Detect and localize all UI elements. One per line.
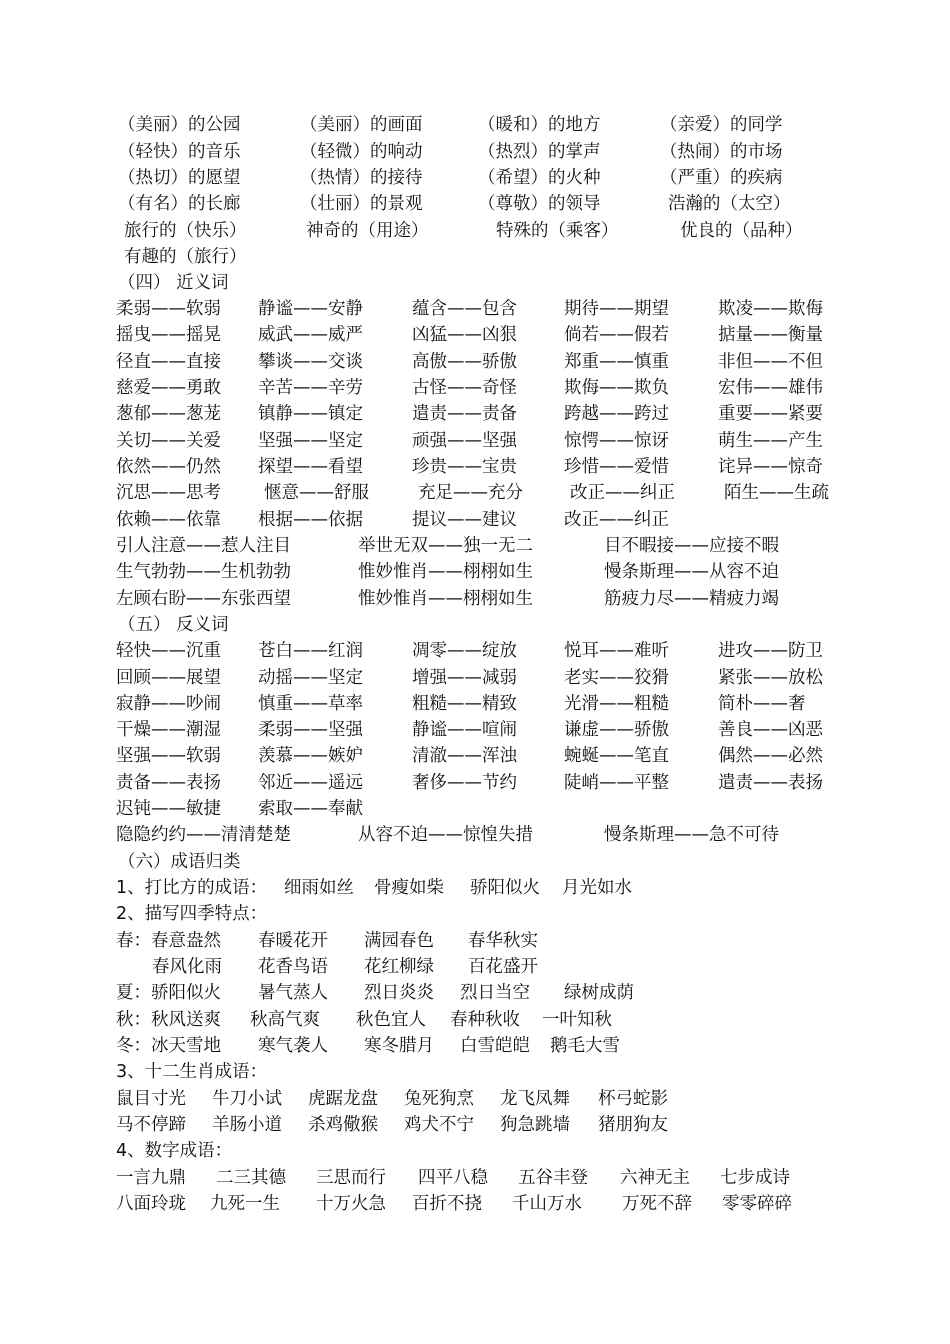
idiom-pair: 目不暇接——应接不暇	[604, 536, 779, 556]
numbers-heading-row	[0, 1139, 950, 1163]
idiom-pair: 生气勃勃——生机勃勃	[116, 562, 291, 582]
word-pair: 重要——紧要	[718, 404, 823, 424]
idiom: 六神无主	[620, 1168, 690, 1188]
seasons-heading-row	[0, 902, 950, 926]
idiom: 秋：秋风送爽	[116, 1010, 221, 1030]
idiom: 月光如水	[562, 878, 632, 898]
idiom: 春风化雨	[152, 957, 222, 977]
word-pair: 轻快——沉重	[116, 641, 221, 661]
antonym-row	[0, 797, 950, 821]
modifier-phrase: 浩瀚的（太空）	[668, 194, 791, 214]
word-pair: 萌生——产生	[718, 431, 823, 451]
word-pair: 跨越——跨过	[564, 404, 669, 424]
idiom-pair: 左顾右盼——东张西望	[116, 589, 291, 609]
modifier-phrase: （有名）的长廊	[118, 194, 241, 214]
modifier-phrase: （轻微）的响动	[300, 142, 423, 162]
idiom: 龙飞凤舞	[500, 1089, 570, 1109]
synonym-idiom-row	[0, 534, 950, 558]
modifier-phrase: （亲爱）的同学	[660, 115, 783, 135]
word-pair: 惊愕——惊讶	[564, 431, 669, 451]
modifier-phrase: （热烈）的掌声	[478, 142, 601, 162]
word-pair: 倘若——假若	[564, 325, 669, 345]
section-title: （六）成语归类	[118, 852, 241, 872]
word-pair: 葱郁——葱茏	[116, 404, 221, 424]
idiom: 秋高气爽	[250, 1010, 320, 1030]
word-pair: 柔弱——坚强	[258, 720, 363, 740]
idiom: 一叶知秋	[542, 1010, 612, 1030]
modifier-phrase: 神奇的（用途）	[306, 221, 429, 241]
modifier-row	[0, 192, 950, 216]
modifier-phrase: （尊敬）的领导	[478, 194, 601, 214]
word-pair: 凶猛——凶狠	[412, 325, 517, 345]
modifier-phrase: 特殊的（乘客）	[496, 221, 619, 241]
word-pair: 责备——表扬	[116, 773, 221, 793]
season-row	[0, 1034, 950, 1058]
modifier-phrase: 优良的（品种）	[680, 221, 803, 241]
antonym-row	[0, 692, 950, 716]
idiom: 杀鸡儆猴	[308, 1115, 378, 1135]
zodiac-heading-row	[0, 1060, 950, 1084]
idiom: 一言九鼎	[116, 1168, 186, 1188]
word-pair: 诧异——惊奇	[718, 457, 823, 477]
idiom-pair: 惟妙惟肖——栩栩如生	[358, 589, 533, 609]
idiom: 马不停蹄	[116, 1115, 186, 1135]
zodiac-row	[0, 1113, 950, 1137]
idiom: 鸡犬不宁	[404, 1115, 474, 1135]
word-pair: 珍贵——宝贵	[412, 457, 517, 477]
idiom: 十万火急	[316, 1194, 386, 1214]
idiom: 九死一生	[210, 1194, 280, 1214]
word-pair: 慈爱——勇敢	[116, 378, 221, 398]
idiom: 春种秋收	[450, 1010, 520, 1030]
word-pair: 高傲——骄傲	[412, 352, 517, 372]
modifier-phrase: （轻快）的音乐	[118, 142, 241, 162]
word-pair: 威武——威严	[258, 325, 363, 345]
synonym-row	[0, 297, 950, 321]
word-pair: 动摇——坚定	[258, 668, 363, 688]
modifier-phrase: （严重）的疾病	[660, 168, 783, 188]
modifier-row	[0, 140, 950, 164]
idiom: 夏：骄阳似火	[116, 983, 221, 1003]
idiom: 猪朋狗友	[598, 1115, 668, 1135]
idiom: 烈日当空	[460, 983, 530, 1003]
word-pair: 静谧——喧闹	[412, 720, 517, 740]
word-pair: 陌生——生疏	[724, 483, 829, 503]
idiom: 花香鸟语	[258, 957, 328, 977]
idiom: 五谷丰登	[518, 1168, 588, 1188]
idiom: 骄阳似火	[470, 878, 540, 898]
word-pair: 苍白——红润	[258, 641, 363, 661]
synonym-row	[0, 350, 950, 374]
word-pair: 镇静——镇定	[258, 404, 363, 424]
word-pair: 径直——直接	[116, 352, 221, 372]
idiom-pair: 慢条斯理——急不可待	[604, 825, 779, 845]
word-pair: 谦虚——骄傲	[564, 720, 669, 740]
word-pair: 悦耳——难听	[564, 641, 669, 661]
modifier-phrase: （暖和）的地方	[478, 115, 601, 135]
modifier-phrase: （热闹）的市场	[660, 142, 783, 162]
subheading: 1、打比方的成语：	[116, 878, 268, 898]
idiom: 白雪皑皑	[460, 1036, 530, 1056]
season-row	[0, 981, 950, 1005]
idiom: 骨瘦如柴	[374, 878, 444, 898]
word-pair: 蕴含——包含	[412, 299, 517, 319]
modifier-phrase: （热情）的接待	[300, 168, 423, 188]
synonym-row	[0, 481, 950, 505]
idiom: 千山万水	[512, 1194, 582, 1214]
season-row	[0, 929, 950, 953]
idiom: 鼠目寸光	[116, 1089, 186, 1109]
word-pair: 坚强——坚定	[258, 431, 363, 451]
idiom: 烈日炎炎	[364, 983, 434, 1003]
idiom: 春：春意盎然	[116, 931, 221, 951]
word-pair: 依然——仍然	[116, 457, 221, 477]
modifier-phrase: （美丽）的公园	[118, 115, 241, 135]
idiom-pair: 引人注意——惹人注目	[116, 536, 291, 556]
word-pair: 干燥——潮湿	[116, 720, 221, 740]
word-pair: 改正——纠正	[564, 510, 669, 530]
word-pair: 静谧——安静	[258, 299, 363, 319]
word-pair: 欺侮——欺负	[564, 378, 669, 398]
antonym-row	[0, 639, 950, 663]
word-pair: 宏伟——雄伟	[718, 378, 823, 398]
word-pair: 惬意——舒服	[264, 483, 369, 503]
section-title: （五） 反义词	[118, 615, 229, 635]
antonym-row	[0, 718, 950, 742]
idiom: 寒气袭人	[258, 1036, 328, 1056]
idiom: 百折不挠	[412, 1194, 482, 1214]
section-title: （四） 近义词	[118, 273, 229, 293]
idiom: 兔死狗烹	[404, 1089, 474, 1109]
modifier-row	[0, 245, 950, 269]
word-pair: 欺凌——欺侮	[718, 299, 823, 319]
word-pair: 善良——凶恶	[718, 720, 823, 740]
word-pair: 提议——建议	[412, 510, 517, 530]
idiom: 花红柳绿	[364, 957, 434, 977]
word-pair: 紧张——放松	[718, 668, 823, 688]
word-pair: 珍惜——爱惜	[564, 457, 669, 477]
idiom-pair: 从容不迫——惊惶失措	[358, 825, 533, 845]
synonym-row	[0, 376, 950, 400]
idiom-pair: 惟妙惟肖——栩栩如生	[358, 562, 533, 582]
word-pair: 回顾——展望	[116, 668, 221, 688]
idiom: 牛刀小试	[212, 1089, 282, 1109]
idiom: 细雨如丝	[284, 878, 354, 898]
word-pair: 改正——纠正	[570, 483, 675, 503]
idiom: 百花盛开	[468, 957, 538, 977]
idiom: 七步成诗	[720, 1168, 790, 1188]
word-pair: 索取——奉献	[258, 799, 363, 819]
antonym-row	[0, 771, 950, 795]
antonym-row	[0, 744, 950, 768]
modifier-phrase: 旅行的（快乐）	[124, 221, 247, 241]
word-pair: 探望——看望	[258, 457, 363, 477]
idiom: 三思而行	[316, 1168, 386, 1188]
word-pair: 坚强——软弱	[116, 746, 221, 766]
idiom: 寒冬腊月	[364, 1036, 434, 1056]
idiom: 秋色宜人	[356, 1010, 426, 1030]
synonym-row	[0, 402, 950, 426]
word-pair: 古怪——奇怪	[412, 378, 517, 398]
word-pair: 辛苦——辛劳	[258, 378, 363, 398]
word-pair: 迟钝——敏捷	[116, 799, 221, 819]
idiom: 春暖花开	[258, 931, 328, 951]
synonym-row	[0, 323, 950, 347]
word-pair: 郑重——慎重	[564, 352, 669, 372]
word-pair: 邻近——遥远	[258, 773, 363, 793]
word-pair: 寂静——吵闹	[116, 694, 221, 714]
antonym-row	[0, 666, 950, 690]
idiom: 满园春色	[364, 931, 434, 951]
word-pair: 掂量——衡量	[718, 325, 823, 345]
subheading: 2、描写四季特点：	[116, 904, 268, 924]
idiom: 万死不辞	[622, 1194, 692, 1214]
antonym-idiom-row	[0, 823, 950, 847]
zodiac-row	[0, 1087, 950, 1111]
idiom: 八面玲珑	[116, 1194, 186, 1214]
word-pair: 非但——不但	[718, 352, 823, 372]
modifier-phrase: （希望）的火种	[478, 168, 601, 188]
season-row	[0, 1008, 950, 1032]
synonym-row	[0, 508, 950, 532]
word-pair: 遣责——表扬	[718, 773, 823, 793]
idiom-pair: 筋疲力尽——精疲力竭	[604, 589, 779, 609]
idiom: 冬：冰天雪地	[116, 1036, 221, 1056]
modifier-row	[0, 166, 950, 190]
idiom: 羊肠小道	[212, 1115, 282, 1135]
word-pair: 粗糙——精致	[412, 694, 517, 714]
modifier-row	[0, 113, 950, 137]
idiom-pair: 隐隐约约——清清楚楚	[116, 825, 291, 845]
word-pair: 进攻——防卫	[718, 641, 823, 661]
idiom-pair: 举世无双——独一无二	[358, 536, 533, 556]
word-pair: 遣责——责备	[412, 404, 517, 424]
number-idiom-row	[0, 1166, 950, 1190]
word-pair: 沉思——思考	[116, 483, 221, 503]
word-pair: 陡峭——平整	[564, 773, 669, 793]
modifier-phrase: 有趣的（旅行）	[124, 247, 247, 267]
idiom-pair: 慢条斯理——从容不迫	[604, 562, 779, 582]
idiom: 零零碎碎	[722, 1194, 792, 1214]
idiom: 杯弓蛇影	[598, 1089, 668, 1109]
synonym-idiom-row	[0, 587, 950, 611]
synonym-row	[0, 429, 950, 453]
section-heading-idioms	[0, 850, 950, 874]
word-pair: 老实——狡猾	[564, 668, 669, 688]
word-pair: 清澈——浑浊	[412, 746, 517, 766]
season-row	[0, 955, 950, 979]
idiom: 虎踞龙盘	[308, 1089, 378, 1109]
subheading: 3、十二生肖成语：	[116, 1062, 268, 1082]
section-heading-synonyms	[0, 271, 950, 295]
word-pair: 攀谈——交谈	[258, 352, 363, 372]
idiom: 暑气蒸人	[258, 983, 328, 1003]
word-pair: 关切——关爱	[116, 431, 221, 451]
word-pair: 摇曳——摇晃	[116, 325, 221, 345]
synonym-idiom-row	[0, 560, 950, 584]
word-pair: 充足——充分	[418, 483, 523, 503]
idiom: 鹅毛大雪	[550, 1036, 620, 1056]
idiom: 春华秋实	[468, 931, 538, 951]
modifier-phrase: （热切）的愿望	[118, 168, 241, 188]
word-pair: 光滑——粗糙	[564, 694, 669, 714]
word-pair: 顽强——坚强	[412, 431, 517, 451]
metaphor-idiom-row	[0, 876, 950, 900]
word-pair: 根据——依据	[258, 510, 363, 530]
word-pair: 羡慕——嫉妒	[258, 746, 363, 766]
word-pair: 奢侈——节约	[412, 773, 517, 793]
word-pair: 简朴——奢	[718, 694, 806, 714]
number-idiom-row	[0, 1192, 950, 1216]
word-pair: 期待——期望	[564, 299, 669, 319]
word-pair: 慎重——草率	[258, 694, 363, 714]
section-heading-antonyms	[0, 613, 950, 637]
word-pair: 凋零——绽放	[412, 641, 517, 661]
word-pair: 柔弱——软弱	[116, 299, 221, 319]
idiom: 四平八稳	[418, 1168, 488, 1188]
idiom: 绿树成荫	[564, 983, 634, 1003]
word-pair: 增强——减弱	[412, 668, 517, 688]
modifier-row	[0, 219, 950, 243]
subheading: 4、数字成语：	[116, 1141, 233, 1161]
word-pair: 依赖——依靠	[116, 510, 221, 530]
word-pair: 蜿蜒——笔直	[564, 746, 669, 766]
word-pair: 偶然——必然	[718, 746, 823, 766]
modifier-phrase: （美丽）的画面	[300, 115, 423, 135]
idiom: 二三其德	[216, 1168, 286, 1188]
idiom: 狗急跳墙	[500, 1115, 570, 1135]
synonym-row	[0, 455, 950, 479]
modifier-phrase: （壮丽）的景观	[300, 194, 423, 214]
